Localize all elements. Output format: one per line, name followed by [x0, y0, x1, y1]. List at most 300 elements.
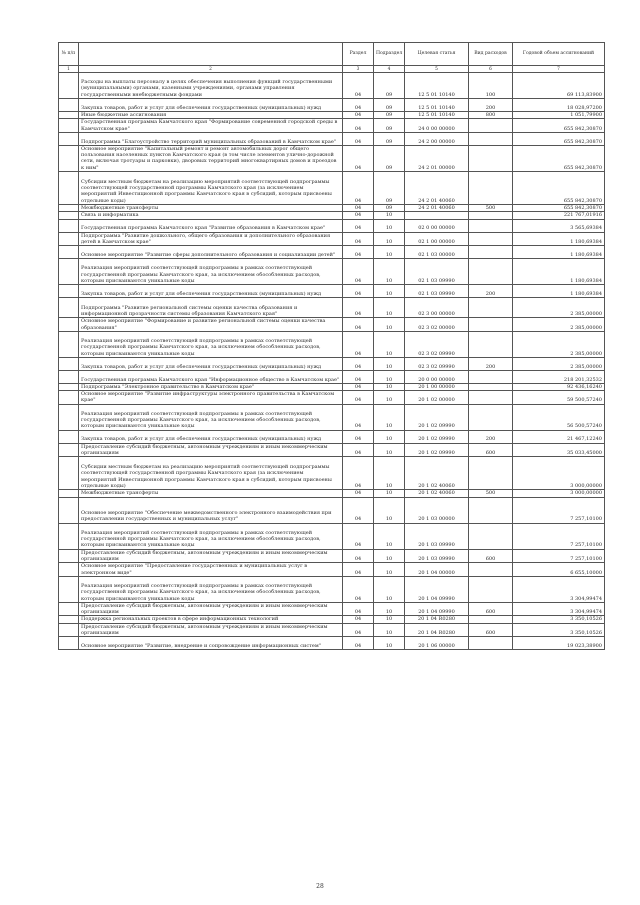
podrazdel-cell: 10: [374, 331, 405, 357]
vr-cell: [469, 172, 513, 205]
table-row: [59, 430, 605, 443]
sum-cell: 2 385,00000: [513, 331, 605, 357]
row-number-cell: [59, 99, 79, 112]
page-number: 28: [316, 883, 324, 890]
podrazdel-cell: 10: [374, 490, 405, 497]
razdel-cell: 04: [343, 430, 374, 443]
razdel-cell: 04: [343, 357, 374, 370]
row-number-cell: [59, 457, 79, 490]
vr-cell: [469, 457, 513, 490]
razdel-cell: 04: [343, 219, 374, 232]
table-row: [59, 246, 605, 259]
sum-cell: 3 350,10526: [513, 616, 605, 623]
sum-cell: 655 842,30870: [513, 119, 605, 133]
sum-cell: 92 436,16240: [513, 383, 605, 390]
razdel-cell: 04: [343, 331, 374, 357]
podrazdel-cell: 10: [374, 430, 405, 443]
column-index-row: [59, 66, 605, 73]
csr-cell: 12 5 01 10140: [405, 73, 469, 99]
row-number-cell: [59, 132, 79, 145]
podrazdel-cell: 09: [374, 112, 405, 119]
table-row: [59, 563, 605, 577]
podrazdel-cell: 09: [374, 99, 405, 112]
table-row: [59, 383, 605, 390]
vr-cell: [469, 404, 513, 430]
row-name: Государственная программа Камчатского края "Информационное общество в Камчатском крае": [79, 370, 343, 383]
header-razdel: Раздел: [343, 43, 374, 66]
vr-cell: 800: [469, 112, 513, 119]
csr-cell: 12 5 01 10140: [405, 112, 469, 119]
podrazdel-cell: 10: [374, 616, 405, 623]
row-number-cell: [59, 285, 79, 298]
vr-cell: [469, 119, 513, 133]
vr-cell: [469, 132, 513, 145]
row-number-cell: [59, 430, 79, 443]
header-name: [79, 43, 343, 66]
vr-cell: [469, 637, 513, 650]
table-header-row: [59, 43, 605, 66]
sum-cell: 18 028,97200: [513, 99, 605, 112]
razdel-cell: 04: [343, 172, 374, 205]
vr-cell: 200: [469, 99, 513, 112]
csr-cell: 20 1 02 40060: [405, 490, 469, 497]
sum-cell: 6 655,10000: [513, 563, 605, 577]
sum-cell: 218 201,32532: [513, 370, 605, 383]
razdel-cell: 04: [343, 391, 374, 405]
sum-cell: 59 500,57240: [513, 391, 605, 405]
sum-cell: 2 385,00000: [513, 357, 605, 370]
table-row: [59, 616, 605, 623]
row-name: Основное мероприятие "Развитие, внедрение и сопровождение информационных систем": [79, 637, 343, 650]
podrazdel-cell: 10: [374, 563, 405, 577]
table-row: [59, 212, 605, 219]
row-number-cell: [59, 404, 79, 430]
row-name: Межбюджетные трансферты: [79, 205, 343, 212]
sum-cell: 56 500,57240: [513, 404, 605, 430]
csr-cell: 20 1 04 R0280: [405, 616, 469, 623]
csr-cell: 20 1 03 09990: [405, 549, 469, 563]
sum-cell: 35 033,45000: [513, 443, 605, 457]
sum-cell: 7 257,10100: [513, 549, 605, 563]
sum-cell: 655 842,30870: [513, 205, 605, 212]
csr-cell: 02 3 02 09990: [405, 357, 469, 370]
table-row: [59, 259, 605, 285]
podrazdel-cell: 10: [374, 219, 405, 232]
row-number-cell: [59, 623, 79, 637]
razdel-cell: 04: [343, 259, 374, 285]
row-name: Связь и информатика: [79, 212, 343, 219]
csr-cell: 20 1 02 40060: [405, 457, 469, 490]
csr-cell: 20 1 02 09990: [405, 430, 469, 443]
csr-cell: 20 1 04 09990: [405, 576, 469, 602]
table-row: [59, 119, 605, 133]
vr-cell: 500: [469, 205, 513, 212]
row-name: Государственная программа Камчатского края "Развитие образования в Камчатском крае": [79, 219, 343, 232]
csr-cell: 20 1 02 09990: [405, 443, 469, 457]
razdel-cell: 04: [343, 443, 374, 457]
index-cell: 1: [59, 66, 79, 73]
razdel-cell: 04: [343, 73, 374, 99]
row-name: Субсидии местным бюджетам на реализацию мероприятий соответствующей подпрограммы соответствующей государственной программы Камчатского края (за исключением мероприятий Инвестиционной программы Камчатского края в субсидий, которым присвоены отдельные коды): [79, 457, 343, 490]
table-row: [59, 112, 605, 119]
csr-cell: 20 1 00 00000: [405, 383, 469, 390]
podrazdel-cell: 10: [374, 391, 405, 405]
razdel-cell: 04: [343, 457, 374, 490]
razdel-cell: 04: [343, 205, 374, 212]
sum-cell: 3 350,10526: [513, 623, 605, 637]
podrazdel-cell: 10: [374, 404, 405, 430]
row-name: Основное мероприятие "Предоставление государственных и муниципальных услуг в электронном виде": [79, 563, 343, 577]
row-name: Основное мероприятие "Формирование и развитие региональной системы оценки качества образования": [79, 318, 343, 332]
row-number-cell: [59, 259, 79, 285]
row-name: Подпрограмма "Развитие дошкольного, общего образования и дополнительного образования детей в Камчатском крае": [79, 232, 343, 246]
razdel-cell: 04: [343, 563, 374, 577]
csr-cell: 02 3 00 00000: [405, 298, 469, 318]
row-number-cell: [59, 246, 79, 259]
index-cell: 2: [79, 66, 343, 73]
vr-cell: [469, 616, 513, 623]
podrazdel-cell: 10: [374, 357, 405, 370]
row-name: Закупка товаров, работ и услуг для обеспечения государственных (муниципальных) нужд: [79, 285, 343, 298]
row-number-cell: [59, 391, 79, 405]
vr-cell: [469, 318, 513, 332]
sum-cell: 21 467,12240: [513, 430, 605, 443]
podrazdel-cell: 10: [374, 298, 405, 318]
razdel-cell: 04: [343, 576, 374, 602]
csr-cell: 20 1 03 09990: [405, 523, 469, 549]
sum-cell: 1 180,69384: [513, 232, 605, 246]
row-name: Закупка товаров, работ и услуг для обеспечения государственных (муниципальных) нужд: [79, 99, 343, 112]
razdel-cell: 04: [343, 99, 374, 112]
row-number-cell: [59, 549, 79, 563]
index-cell: 5: [405, 66, 469, 73]
razdel-cell: 04: [343, 318, 374, 332]
sum-cell: 221 767,01916: [513, 212, 605, 219]
row-name: Межбюджетные трансферты: [79, 490, 343, 497]
row-number-cell: [59, 370, 79, 383]
table-body: [59, 73, 605, 650]
sum-cell: 2 385,00000: [513, 298, 605, 318]
row-number-cell: [59, 443, 79, 457]
row-name: Основное мероприятие "Капитальный ремонт и ремонт автомобильных дорог общего пользования населенных пунктов Камчатского края (в том числе элементов улично-дорожной сети, включая тротуары и парковки), дворовых территорий многоквартирных домов и проездов к ним": [79, 145, 343, 171]
table-row: [59, 370, 605, 383]
sum-cell: 7 257,10100: [513, 523, 605, 549]
vr-cell: [469, 383, 513, 390]
row-number-cell: [59, 523, 79, 549]
row-number-cell: [59, 205, 79, 212]
csr-cell: [405, 212, 469, 219]
vr-cell: [469, 523, 513, 549]
podrazdel-cell: 10: [374, 497, 405, 523]
razdel-cell: 04: [343, 212, 374, 219]
row-name: Подпрограмма "Развитие региональной системы оценки качества образования и информационной прозрачности системы образования Камчатского края": [79, 298, 343, 318]
vr-cell: 100: [469, 73, 513, 99]
index-cell: 7: [513, 66, 605, 73]
row-name: Подпрограмма "Электронное правительство в Камчатском крае": [79, 383, 343, 390]
header-csr: Целевая статья: [405, 43, 469, 66]
podrazdel-cell: 10: [374, 370, 405, 383]
sum-cell: 7 257,10100: [513, 497, 605, 523]
table-row: [59, 637, 605, 650]
csr-cell: 20 1 04 00000: [405, 563, 469, 577]
table-row: [59, 490, 605, 497]
table-row: [59, 232, 605, 246]
row-number-cell: [59, 112, 79, 119]
table-row: [59, 404, 605, 430]
podrazdel-cell: 10: [374, 212, 405, 219]
header-podrazdel: Подраздел: [374, 43, 405, 66]
sum-cell: 1 180,69384: [513, 285, 605, 298]
razdel-cell: 04: [343, 404, 374, 430]
csr-cell: 20 1 04 09990: [405, 602, 469, 616]
table-row: [59, 549, 605, 563]
sum-cell: 3 000,00000: [513, 490, 605, 497]
row-name: Реализация мероприятий соответствующей подпрограммы в рамках соответствующей государственной программы Камчатского края, за исключением обособленных расходов, которым присваиваются уникальные коды: [79, 259, 343, 285]
razdel-cell: 04: [343, 490, 374, 497]
row-number-cell: [59, 563, 79, 577]
table-row: [59, 285, 605, 298]
razdel-cell: 04: [343, 637, 374, 650]
podrazdel-cell: 09: [374, 205, 405, 212]
podrazdel-cell: 09: [374, 119, 405, 133]
csr-cell: 24 2 01 00000: [405, 145, 469, 171]
sum-cell: 1 180,69384: [513, 259, 605, 285]
podrazdel-cell: 10: [374, 576, 405, 602]
vr-cell: 600: [469, 549, 513, 563]
row-number-cell: [59, 232, 79, 246]
razdel-cell: 04: [343, 523, 374, 549]
razdel-cell: 04: [343, 497, 374, 523]
sum-cell: 1 051,79900: [513, 112, 605, 119]
sum-cell: 3 304,99474: [513, 602, 605, 616]
podrazdel-cell: 10: [374, 232, 405, 246]
vr-cell: 200: [469, 285, 513, 298]
row-name: Закупка товаров, работ и услуг для обеспечения государственных (муниципальных) нужд: [79, 430, 343, 443]
row-name: Поддержка региональных проектов в сфере информационных технологий: [79, 616, 343, 623]
header-sum: Годовой объем ассигнований: [513, 43, 605, 66]
table-row: [59, 318, 605, 332]
csr-cell: 02 1 00 00000: [405, 232, 469, 246]
vr-cell: [469, 563, 513, 577]
podrazdel-cell: 10: [374, 383, 405, 390]
podrazdel-cell: 10: [374, 246, 405, 259]
row-number-cell: [59, 172, 79, 205]
sum-cell: 3 000,00000: [513, 457, 605, 490]
podrazdel-cell: 09: [374, 132, 405, 145]
razdel-cell: 04: [343, 132, 374, 145]
csr-cell: 24 2 01 40060: [405, 205, 469, 212]
row-number-cell: [59, 73, 79, 99]
header-vr: Вид расходов: [469, 43, 513, 66]
csr-cell: 02 1 03 00000: [405, 246, 469, 259]
razdel-cell: 04: [343, 145, 374, 171]
row-name: Предоставление субсидий бюджетным, автономным учреждениям и иным некоммерческим организациям: [79, 623, 343, 637]
vr-cell: [469, 212, 513, 219]
sum-cell: 19 023,38900: [513, 637, 605, 650]
sum-cell: 3 304,99474: [513, 576, 605, 602]
csr-cell: 02 0 00 00000: [405, 219, 469, 232]
podrazdel-cell: 10: [374, 602, 405, 616]
csr-cell: 20 1 02 09990: [405, 404, 469, 430]
row-number-cell: [59, 576, 79, 602]
table-row: [59, 132, 605, 145]
budget-table: [58, 42, 605, 650]
budget-table-sheet: [58, 42, 604, 650]
table-row: [59, 73, 605, 99]
csr-cell: 20 1 04 R0280: [405, 623, 469, 637]
razdel-cell: 04: [343, 602, 374, 616]
table-row: [59, 205, 605, 212]
sum-cell: 655 842,30870: [513, 172, 605, 205]
csr-cell: 02 3 02 09990: [405, 331, 469, 357]
table-row: [59, 391, 605, 405]
razdel-cell: 04: [343, 298, 374, 318]
vr-cell: [469, 497, 513, 523]
razdel-cell: 04: [343, 285, 374, 298]
index-cell: 3: [343, 66, 374, 73]
csr-cell: 20 1 06 00000: [405, 637, 469, 650]
row-name: Реализация мероприятий соответствующей подпрограммы в рамках соответствующей государственной программы Камчатского края, за исключением обособленных расходов, которым присваиваются уникальные коды: [79, 576, 343, 602]
row-name: Основное мероприятие "Развитие сферы дополнительного образования и социализации детей": [79, 246, 343, 259]
csr-cell: 24 2 00 00000: [405, 132, 469, 145]
row-name: Субсидии местным бюджетам на реализацию мероприятий соответствующей подпрограммы соответствующей государственной программы Камчатского края (за исключением мероприятий Инвестиционной программы Камчатского края в субсидий, которым присвоены отдельные коды): [79, 172, 343, 205]
razdel-cell: 04: [343, 119, 374, 133]
podrazdel-cell: 10: [374, 285, 405, 298]
row-number-cell: [59, 357, 79, 370]
vr-cell: [469, 391, 513, 405]
table-row: [59, 497, 605, 523]
razdel-cell: 04: [343, 246, 374, 259]
podrazdel-cell: 10: [374, 457, 405, 490]
row-number-cell: [59, 119, 79, 133]
podrazdel-cell: 09: [374, 172, 405, 205]
vr-cell: 600: [469, 623, 513, 637]
row-number-cell: [59, 318, 79, 332]
razdel-cell: 04: [343, 623, 374, 637]
csr-cell: 02 3 02 00000: [405, 318, 469, 332]
podrazdel-cell: 10: [374, 259, 405, 285]
razdel-cell: 04: [343, 616, 374, 623]
vr-cell: 600: [469, 443, 513, 457]
row-name: Государственная программа Камчатского края "Формирование современной городской среды в Камчатском крае": [79, 119, 343, 133]
table-row: [59, 172, 605, 205]
header-num: № п/п: [59, 43, 79, 66]
csr-cell: 02 1 03 09990: [405, 259, 469, 285]
csr-cell: 20 0 00 00000: [405, 370, 469, 383]
row-name: Предоставление субсидий бюджетным, автономным учреждениям и иным некоммерческим организациям: [79, 443, 343, 457]
razdel-cell: 04: [343, 370, 374, 383]
vr-cell: [469, 259, 513, 285]
razdel-cell: 04: [343, 112, 374, 119]
index-cell: 6: [469, 66, 513, 73]
row-name: Предоставление субсидий бюджетным, автономным учреждениям и иным некоммерческим организациям: [79, 602, 343, 616]
podrazdel-cell: 09: [374, 73, 405, 99]
table-row: [59, 623, 605, 637]
csr-cell: 24 0 00 00000: [405, 119, 469, 133]
row-number-cell: [59, 298, 79, 318]
table-row: [59, 298, 605, 318]
podrazdel-cell: 10: [374, 549, 405, 563]
sum-cell: 3 565,69384: [513, 219, 605, 232]
vr-cell: [469, 145, 513, 171]
row-number-cell: [59, 212, 79, 219]
row-name: Реализация мероприятий соответствующей подпрограммы в рамках соответствующей государственной программы Камчатского края, за исключением обособленных расходов, которым присваиваются уникальные коды: [79, 404, 343, 430]
table-row: [59, 443, 605, 457]
vr-cell: [469, 298, 513, 318]
index-cell: 4: [374, 66, 405, 73]
table-row: [59, 99, 605, 112]
row-name: Подпрограмма "Благоустройство территорий муниципальных образований в Камчатском крае": [79, 132, 343, 145]
podrazdel-cell: 09: [374, 145, 405, 171]
vr-cell: 500: [469, 490, 513, 497]
podrazdel-cell: 10: [374, 443, 405, 457]
row-name: Предоставление субсидий бюджетным, автономным учреждениям и иным некоммерческим организациям: [79, 549, 343, 563]
csr-cell: 20 1 02 00000: [405, 391, 469, 405]
row-name: Иные бюджетные ассигнования: [79, 112, 343, 119]
vr-cell: 200: [469, 357, 513, 370]
vr-cell: 600: [469, 602, 513, 616]
table-row: [59, 331, 605, 357]
vr-cell: [469, 246, 513, 259]
row-number-cell: [59, 602, 79, 616]
table-row: [59, 219, 605, 232]
table-row: [59, 457, 605, 490]
sum-cell: 1 180,69384: [513, 246, 605, 259]
table-row: [59, 576, 605, 602]
row-number-cell: [59, 331, 79, 357]
vr-cell: [469, 576, 513, 602]
row-number-cell: [59, 637, 79, 650]
sum-cell: 2 385,00000: [513, 318, 605, 332]
table-row: [59, 145, 605, 171]
sum-cell: 655 842,30870: [513, 132, 605, 145]
row-name: Основное мероприятие "Развитие инфраструктуры электронного правительства в Камчатском крае": [79, 391, 343, 405]
row-name: Реализация мероприятий соответствующей подпрограммы в рамках соответствующей государственной программы Камчатского края, за исключением обособленных расходов, которым присваиваются уникальные коды: [79, 523, 343, 549]
vr-cell: [469, 219, 513, 232]
row-number-cell: [59, 145, 79, 171]
csr-cell: 20 1 03 00000: [405, 497, 469, 523]
table-row: [59, 602, 605, 616]
podrazdel-cell: 10: [374, 637, 405, 650]
csr-cell: 24 2 01 40060: [405, 172, 469, 205]
razdel-cell: 04: [343, 549, 374, 563]
row-number-cell: [59, 616, 79, 623]
row-number-cell: [59, 383, 79, 390]
row-name: Расходы на выплаты персоналу в целях обеспечения выполнения функций государственными (муниципальными) органами, казенными учреждениями, органами управления государственными внебюджетными фондами: [79, 73, 343, 99]
vr-cell: [469, 370, 513, 383]
vr-cell: [469, 331, 513, 357]
podrazdel-cell: 10: [374, 623, 405, 637]
vr-cell: 200: [469, 430, 513, 443]
row-number-cell: [59, 490, 79, 497]
podrazdel-cell: 10: [374, 318, 405, 332]
csr-cell: 12 5 01 10140: [405, 99, 469, 112]
row-name: Основное мероприятие "Обеспечение межведомственного электронного взаимодействия при предоставлении государственных и муниципальных услуг": [79, 497, 343, 523]
razdel-cell: 04: [343, 383, 374, 390]
row-name: Закупка товаров, работ и услуг для обеспечения государственных (муниципальных) нужд: [79, 357, 343, 370]
sum-cell: 69 113,83900: [513, 73, 605, 99]
razdel-cell: 04: [343, 232, 374, 246]
table-row: [59, 357, 605, 370]
sum-cell: 655 842,30870: [513, 145, 605, 171]
table-row: [59, 523, 605, 549]
row-name: Реализация мероприятий соответствующей подпрограммы в рамках соответствующей государственной программы Камчатского края, за исключением обособленных расходов, которым присваиваются уникальные коды: [79, 331, 343, 357]
row-number-cell: [59, 219, 79, 232]
podrazdel-cell: 10: [374, 523, 405, 549]
row-number-cell: [59, 497, 79, 523]
csr-cell: 02 1 03 09990: [405, 285, 469, 298]
vr-cell: [469, 232, 513, 246]
